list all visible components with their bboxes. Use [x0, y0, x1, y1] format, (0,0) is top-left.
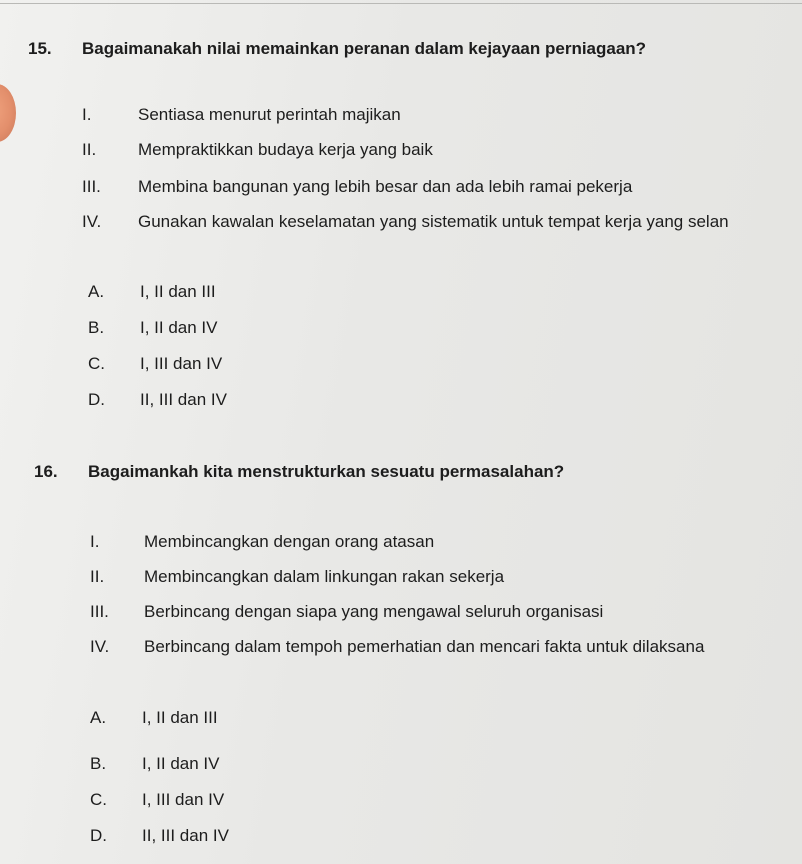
- statement-text: Berbincang dalam tempoh pemerhatian dan mencari fakta untuk dilaksana: [144, 637, 705, 656]
- option-text: I, III dan IV: [140, 354, 223, 373]
- option-text: I, II dan IV: [142, 754, 220, 773]
- option-text: I, II dan IV: [140, 318, 218, 337]
- statement-text: Membincangkan dengan orang atasan: [144, 532, 435, 551]
- option-text: I, II dan III: [142, 708, 218, 727]
- thumb-image: [0, 84, 16, 142]
- statement-number: I.: [82, 105, 92, 124]
- option-letter: C.: [90, 790, 107, 809]
- page-edge-line: [0, 3, 802, 4]
- option-letter: A.: [88, 282, 105, 301]
- option-letter: D.: [90, 826, 107, 845]
- statement-number: II.: [82, 140, 97, 159]
- option-text: II, III dan IV: [140, 390, 227, 409]
- option-text: I, II dan III: [140, 282, 216, 301]
- statement-text: Membincangkan dalam linkungan rakan sekerja: [144, 567, 505, 586]
- question-text: Bagaimankah kita menstrukturkan sesuatu permasalahan?: [88, 462, 565, 481]
- statement-text: Membina bangunan yang lebih besar dan ada lebih ramai pekerja: [138, 177, 633, 196]
- statement-number: IV.: [90, 637, 110, 656]
- statement-number: III.: [90, 602, 109, 621]
- option-letter: B.: [90, 754, 107, 773]
- statement-number: I.: [90, 532, 100, 551]
- option-letter: C.: [88, 354, 105, 373]
- option-text: I, III dan IV: [142, 790, 225, 809]
- option-letter: B.: [88, 318, 105, 337]
- statement-number: II.: [90, 567, 105, 586]
- question-number: 16.: [34, 462, 58, 481]
- question-number: 15.: [28, 39, 52, 58]
- statement-text: Berbincang dengan siapa yang mengawal seluruh organisasi: [144, 602, 604, 621]
- question-text: Bagaimanakah nilai memainkan peranan dalam kejayaan perniagaan?: [82, 39, 647, 58]
- statement-text: Gunakan kawalan keselamatan yang sistematik untuk tempat kerja yang selan: [138, 212, 729, 231]
- statement-number: IV.: [82, 212, 102, 231]
- statement-number: III.: [82, 177, 101, 196]
- option-letter: D.: [88, 390, 105, 409]
- option-text: II, III dan IV: [142, 826, 229, 845]
- statement-text: Mempraktikkan budaya kerja yang baik: [138, 140, 433, 159]
- statement-text: Sentiasa menurut perintah majikan: [138, 105, 401, 124]
- option-letter: A.: [90, 708, 107, 727]
